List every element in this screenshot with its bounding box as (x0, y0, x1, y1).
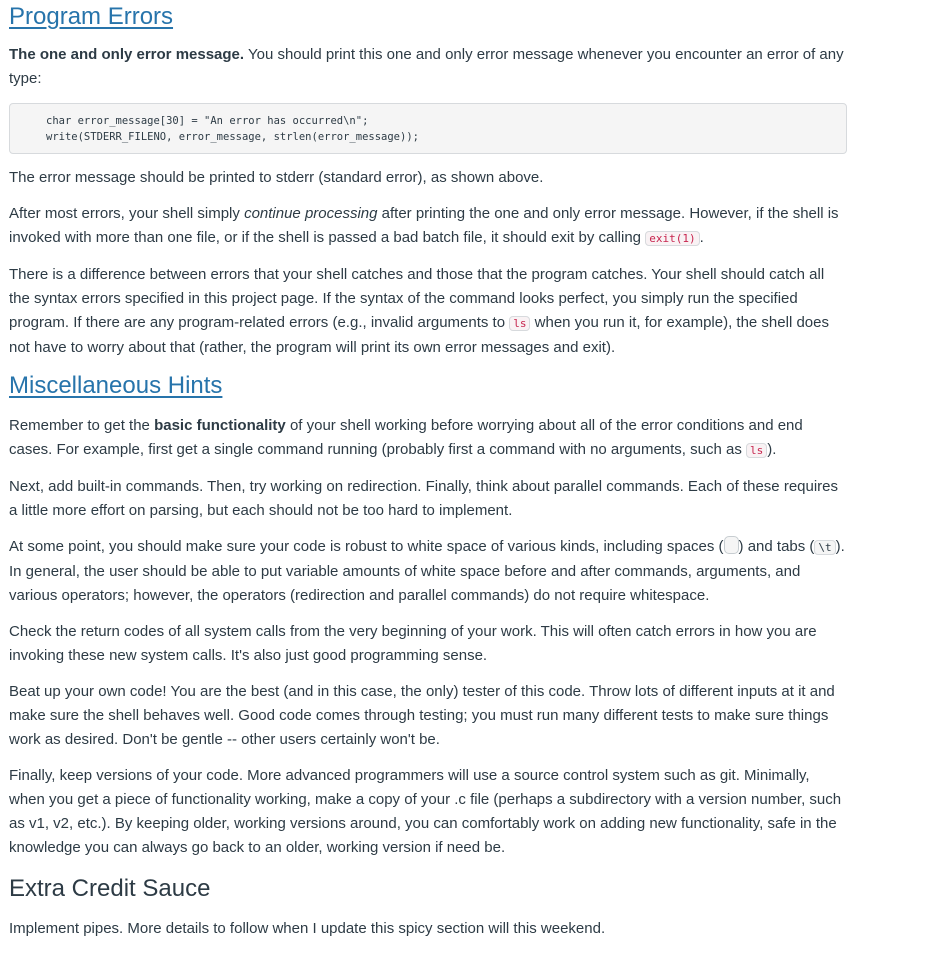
extra-credit-paragraph: Implement pipes. More details to follow when I update this spicy section will this weekend. (9, 920, 606, 937)
intro-bold: The one and only error message. (9, 46, 245, 63)
exit-code-inline: exit(1) (645, 231, 699, 246)
ls-code-inline: ls (509, 316, 530, 331)
p1-text-a: Remember to get the (9, 417, 155, 434)
program-errors-heading[interactable]: Program Errors (9, 3, 174, 30)
ls-code-inline-2: ls (746, 443, 767, 458)
p3-text-b: ) and tabs ( (738, 538, 815, 555)
testing-paragraph: Beat up your own code! You are the best (and in this case, the only) tester of this code. Throw lots of different inputs at it and make sure the shell behaves well. Good code comes through testing; you must run many different tests to make sure things work as desired. Don't be gentle -- other users certainly won't be. (9, 683, 835, 748)
error-message-intro (9, 43, 849, 91)
basic-functionality-paragraph (9, 414, 849, 463)
misc-hints-heading[interactable]: Miscellaneous Hints (9, 372, 223, 399)
return-codes-paragraph: Check the return codes of all system calls from the very beginning of your work. This will often catch errors in how you are invoking these new system calls. It's also just good programming sense. (9, 623, 817, 664)
extra-credit-heading: Extra Credit Sauce (9, 875, 211, 902)
difference-paragraph (9, 263, 849, 360)
p3-text-c: ). In general, the user should be able to put variable amounts of white space before and after commands, arguments, and various operators; however, the operators (redirection and parallel commands) do not require whitespace. (9, 538, 845, 604)
tab-code-inline: \t (814, 540, 835, 555)
p3-text-a: At some point, you should make sure your code is robust to white space of various kinds, including spaces ( (9, 538, 724, 555)
diff-text-b: when you run it, for example), the shell does not have to worry about that (rather, the program will print its own error messages and exit). (9, 314, 829, 356)
error-code-block (9, 103, 847, 154)
after-text-c: . (699, 229, 704, 246)
p1-text-b: of your shell working before worrying about all of the error conditions and end cases. For example, first get a single command running (probably first a command with no arguments, such as (9, 417, 803, 458)
stderr-note: The error message should be printed to stderr (standard error), as shown above. (9, 169, 544, 186)
after-text-a: After most errors, your shell simply (9, 205, 245, 222)
after-text-b: after printing the one and only error message. However, if the shell is invoked with more than one file, or if the shell is passed a bad batch file, it should exit by calling (9, 205, 839, 246)
diff-text-a: There is a difference between errors that your shell catches and those that the program catches. Your shell should catch all the syntax errors specified in this project page. If the syntax of the command looks perfect, you simply run the specified program. If there are any program-related errors (e.g., invalid arguments to (9, 266, 825, 331)
space-code-inline (724, 536, 739, 554)
p1-text-c: ). (767, 441, 777, 458)
code-line-2: write(STDERR_FILENO, error_message, strlen(error_message)); (46, 131, 419, 143)
versions-paragraph: Finally, keep versions of your code. More advanced programmers will use a source control system such as git. Minimally, when you get a piece of functionality working, make a copy of your .c file (perhaps a subdirectory with a version number, such as v1, v2, etc.). By keeping older, working versions around, you can comfortably work on adding new functionality, safe in the knowledge you can always go back to an older, working version if need be. (9, 767, 842, 856)
continue-processing-emphasis: continue processing (244, 205, 378, 222)
white-space-paragraph (9, 535, 849, 608)
built-in-commands-paragraph: Next, add built-in commands. Then, try working on redirection. Finally, think about parallel commands. Each of these requires a little more effort on parsing, but each should not be too hard to implement. (9, 478, 839, 519)
basic-functionality-bold: basic functionality (154, 417, 286, 434)
code-line-1: char error_message[30] = "An error has occurred\n"; (46, 115, 369, 127)
intro-rest: You should print this one and only error message whenever you encounter an error of any type: (9, 46, 844, 87)
after-errors-paragraph (9, 202, 849, 251)
